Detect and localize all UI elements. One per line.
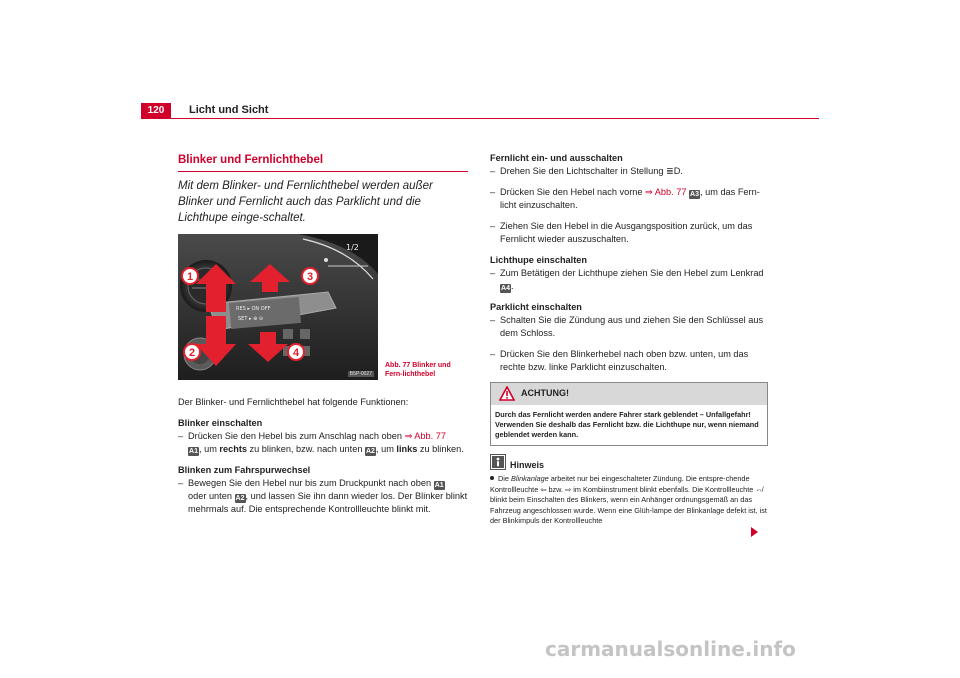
svg-text:1/2: 1/2 <box>346 243 359 252</box>
right-column <box>490 152 768 527</box>
header-title: Licht und Sicht <box>189 104 269 116</box>
callout-4: 4 <box>293 347 300 359</box>
text: arbeitet nur bei eingeschalteter Zündung. Die entspre-chende Kontrollleuchte <box>490 474 750 494</box>
figure-code: B5P-0027 <box>349 371 372 377</box>
step-high-beam-2 <box>490 186 768 212</box>
text: , um <box>199 444 220 454</box>
headlight-icon: ≣D <box>666 166 681 176</box>
text: , um das Fern-licht einzuschalten. <box>500 187 760 210</box>
text: bzw. <box>546 484 566 494</box>
text: Drücken Sie den Hebel bis zum Anschlag nach oben <box>188 431 405 441</box>
section-rule <box>178 171 468 172</box>
text: Bewegen Sie den Hebel nur bis zum Druckpunkt nach oben <box>188 478 434 488</box>
bullet-icon <box>490 476 494 480</box>
svg-text:SET ▸ ⊕ ⊖: SET ▸ ⊕ ⊖ <box>238 316 264 322</box>
badge-a1: A1 <box>434 482 444 489</box>
warning-title: ACHTUNG! <box>521 388 569 398</box>
heading-flash: Lichthupe einschalten <box>490 255 587 265</box>
badge-a2: A2 <box>366 448 375 455</box>
warning-box <box>490 382 768 446</box>
text: im Kombiinstrument blinkt ebenfalls. Die Kontrollleuchte <box>571 484 756 494</box>
note-text <box>490 474 768 527</box>
figure-row <box>178 234 468 382</box>
badge-a1: A1 <box>189 448 198 455</box>
text: Drehen Sie den Lichtschalter in Stellung <box>500 166 666 176</box>
figure-link[interactable]: ⇒ Abb. 77 <box>645 187 687 197</box>
callout-1: 1 <box>187 271 194 283</box>
step-parking-1: – Schalten Sie die Zündung aus und ziehen Sie den Schlüssel aus dem Schloss. <box>490 314 768 340</box>
step-lane-change <box>178 477 468 516</box>
header-rule <box>141 118 819 119</box>
text: zu blinken. <box>417 444 464 454</box>
page-number: 120 <box>141 103 171 118</box>
text: , um <box>375 444 397 454</box>
turn-right-indicator-icon: ⇨ <box>565 484 572 494</box>
turn-left-indicator-icon: ⇦ <box>540 484 547 494</box>
text: zu blinken, bzw. nach unten <box>247 444 365 454</box>
step-high-beam-3: – Ziehen Sie den Hebel in die Ausgangsposition zurück, um das Fernlicht wieder auszuschalten. <box>490 220 768 246</box>
step-parking-2: – Drücken Sie den Blinkerhebel nach oben bzw. unten, um das rechte bzw. linke Parklicht einzuschalten. <box>490 348 768 374</box>
left-column <box>178 152 468 524</box>
text-bold: links <box>396 444 418 454</box>
heading-blinker: Blinker einschalten <box>178 418 263 428</box>
svg-text:RES ▸ ON OFF: RES ▸ ON OFF <box>236 306 271 312</box>
text-italic: Blinkanlage <box>510 474 549 483</box>
watermark: carmanualsonline.info <box>545 637 796 661</box>
text: oder unten <box>188 491 235 501</box>
callout-3: 3 <box>307 271 314 283</box>
text: Die <box>498 474 511 483</box>
lever-illustration <box>178 234 378 380</box>
warning-text: Durch das Fernlicht werden andere Fahrer stark geblendet – Unfallgefahr! Verwenden Sie deshalb das Fernlicht bzw. die Lichthupe nur, wenn niemand geblendet werden kann. <box>495 410 759 439</box>
note-title: Hinweis <box>510 460 545 470</box>
step-flash <box>490 267 768 293</box>
warning-header <box>491 383 767 405</box>
trailer-indicator-icon: ⇎ <box>755 484 763 494</box>
note-header <box>490 454 768 472</box>
text: , und lassen Sie ihn dann wieder los. Der Blinker blinkt mehrmals auf. Die entsprechende Kontrollleuchte blinkt mit. <box>188 491 468 514</box>
heading-parking-light: Parklicht einschalten <box>490 302 582 312</box>
callout-2: 2 <box>189 347 196 359</box>
text: Zum Betätigen der Lichthupe ziehen Sie den Hebel zum Lenkrad <box>500 268 764 278</box>
badge-a4: A4 <box>501 285 510 292</box>
step-high-beam-1 <box>490 165 768 178</box>
info-icon <box>490 454 506 470</box>
figure-caption: Abb. 77 Blinker und Fern-lichthebel <box>385 362 451 378</box>
warning-icon <box>499 386 515 401</box>
step-blinker <box>178 430 468 456</box>
section-title: Blinker und Fernlichthebel <box>178 154 324 166</box>
heading-lane-change: Blinken zum Fahrspurwechsel <box>178 465 311 475</box>
text: blinkt beim Einschalten des Blinkers, wenn ein Anhänger ordnungsgemäß an das Fahrzeug angeschlossen wurde. Wenn eine Glüh-lampe der Blinkanlage defekt ist, ist der Blinkimpuls der Kontrollleuchte <box>490 495 767 525</box>
text: . <box>680 166 683 176</box>
badge-a2: A2 <box>235 495 245 502</box>
heading-high-beam: Fernlicht ein- und ausschalten <box>490 153 623 163</box>
text-bold: rechts <box>219 444 247 454</box>
text: Drücken Sie den Hebel nach vorne <box>500 187 646 197</box>
figure-link[interactable]: ⇒ Abb. 77 <box>404 431 446 441</box>
badge-a3: A3 <box>690 191 699 198</box>
next-page-arrow-icon[interactable] <box>751 527 758 537</box>
figure-image <box>178 234 378 380</box>
section-intro: Mit dem Blinker- und Fernlichthebel werden außer Blinker und Fernlicht auch das Parklicht und die Lichthupe einge-schaltet. <box>178 180 433 224</box>
text: . <box>511 281 514 291</box>
functions-lead: Der Blinker- und Fernlichthebel hat folgende Funktionen: <box>178 397 409 407</box>
